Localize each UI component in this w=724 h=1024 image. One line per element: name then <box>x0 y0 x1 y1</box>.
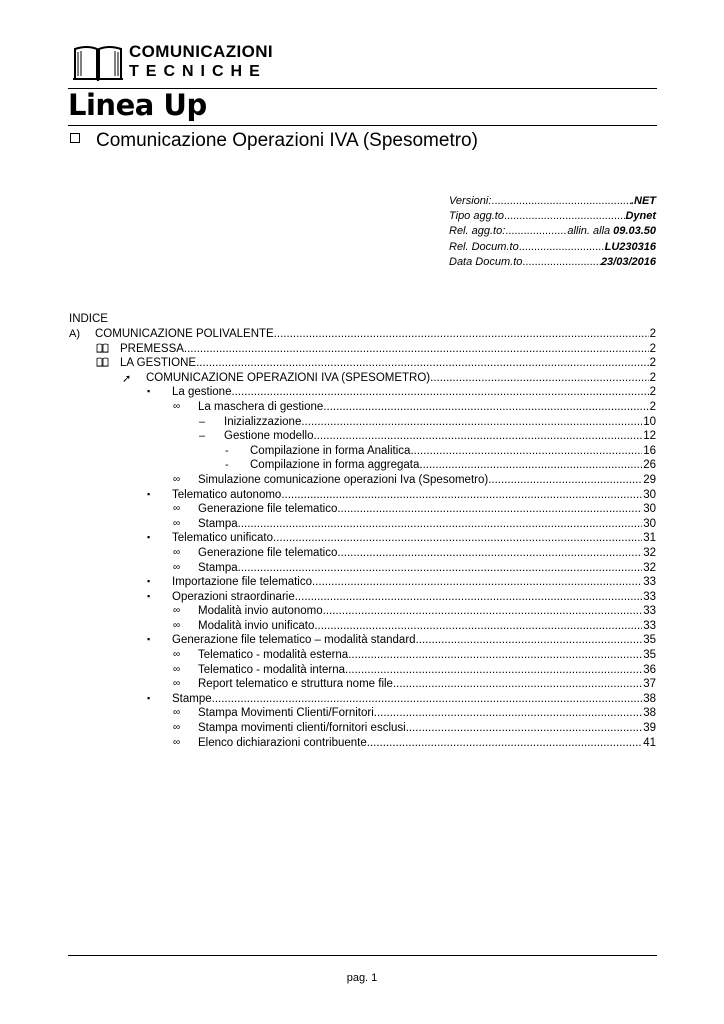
meta-row <box>449 225 656 240</box>
toc-page-number: 33 <box>643 619 656 632</box>
square-bullet-icon: ▪ <box>147 488 151 499</box>
document-title <box>70 130 478 152</box>
toc-page-number: 33 <box>643 605 656 618</box>
toc-entry-title: Stampa Movimenti Clienti/Fornitori <box>198 707 374 720</box>
toc-page-number: 37 <box>643 678 656 691</box>
toc-entry-title: PREMESSA <box>120 342 184 355</box>
leader-dots <box>273 532 642 544</box>
toc-entry-title: Elenco dichiarazioni contribuente <box>198 736 367 749</box>
meta-label: Versioni: <box>449 195 492 207</box>
toc-entry[interactable] <box>69 532 656 547</box>
leader-dots <box>312 576 642 588</box>
toc-entry-title: Compilazione in forma Analitica <box>250 444 411 457</box>
toc-page-number: 29 <box>643 473 656 486</box>
toc-entry-title: Modalità invio autonomo <box>198 605 323 618</box>
toc-entry[interactable] <box>69 357 656 372</box>
toc-page-number: 38 <box>643 707 656 720</box>
leader-dots <box>238 518 643 530</box>
infinity-bullet-icon: ∞ <box>173 546 181 558</box>
leader-dots <box>281 489 642 501</box>
meta-label: Tipo agg.to <box>449 210 504 223</box>
toc-entry[interactable] <box>69 430 656 445</box>
toc-entry[interactable] <box>69 386 656 401</box>
toc-entry[interactable] <box>69 707 656 722</box>
toc-entry[interactable] <box>69 401 656 416</box>
meta-value: .NET <box>630 195 656 207</box>
toc-entry-title: Stampa <box>198 517 238 530</box>
leader-dots <box>314 620 642 632</box>
toc-page-number: 30 <box>643 488 656 501</box>
toc-page-number: 2 <box>649 357 656 370</box>
leader-dots <box>238 562 643 574</box>
meta-label: Data Docum.to <box>449 255 523 268</box>
meta-value-prefix: allin. alla <box>567 225 611 238</box>
leader-dots <box>367 737 642 749</box>
version-info <box>449 195 656 271</box>
toc-entry[interactable] <box>69 445 656 460</box>
toc-entry-title: Telematico unificato <box>172 532 273 545</box>
toc-entry[interactable] <box>69 372 656 387</box>
toc-entry-title: Generazione file telematico <box>198 546 338 559</box>
open-book-logo-icon <box>73 43 123 81</box>
toc-page-number: 31 <box>643 532 656 545</box>
section-letter: A) <box>69 328 80 340</box>
book-icon <box>96 343 109 355</box>
leader-dots <box>337 547 642 559</box>
leader-dots <box>231 386 648 398</box>
meta-value: 23/03/2016 <box>600 255 656 268</box>
toc-entry-title: Telematico - modalità interna <box>198 663 346 676</box>
toc-page-number: 2 <box>649 328 656 340</box>
leader-dots <box>519 241 605 253</box>
leader-dots <box>212 693 643 705</box>
infinity-bullet-icon: ∞ <box>173 663 181 675</box>
square-bullet-icon: ▪ <box>147 634 151 645</box>
infinity-bullet-icon: ∞ <box>173 619 181 631</box>
toc-page-number: 36 <box>643 663 656 676</box>
infinity-bullet-icon: ∞ <box>173 605 181 617</box>
meta-value: LU230316 <box>604 240 656 253</box>
leader-dots <box>345 664 642 676</box>
arrow-bullet-icon: ➚ <box>122 372 132 385</box>
square-bullet-icon: ▪ <box>147 532 151 543</box>
toc-entry-title: COMUNICAZIONE OPERAZIONI IVA (SPESOMETRO) <box>146 371 431 384</box>
index-heading: INDICE <box>69 313 108 325</box>
toc-page-number: 12 <box>643 430 656 443</box>
toc-page-number: 41 <box>643 736 656 749</box>
square-bullet-icon: ▪ <box>147 692 151 703</box>
square-bullet-icon: ▪ <box>147 386 151 397</box>
leader-dots <box>337 503 642 515</box>
leader-dots <box>274 328 649 340</box>
infinity-bullet-icon: ∞ <box>173 400 181 412</box>
meta-row <box>449 256 656 271</box>
toc-entry[interactable] <box>69 737 656 752</box>
infinity-bullet-icon: ∞ <box>173 561 181 573</box>
toc-page-number: 10 <box>643 415 656 428</box>
toc-entry-title: Compilazione in forma aggregata <box>250 459 420 472</box>
header-rule-bottom <box>68 125 657 126</box>
toc-entry[interactable] <box>69 474 656 489</box>
toc-entry[interactable] <box>69 576 656 591</box>
company-logo <box>73 40 288 84</box>
toc-page-number: 26 <box>643 459 656 472</box>
meta-row <box>449 210 656 225</box>
toc-page-number: 38 <box>643 692 656 705</box>
toc-entry-title: Gestione modello <box>224 430 314 443</box>
toc-entry-title: LA GESTIONE <box>120 357 197 370</box>
leader-dots <box>374 707 642 719</box>
toc-entry-title: La gestione <box>172 386 232 399</box>
product-name: Linea Up <box>68 88 207 122</box>
leader-dots <box>410 445 642 457</box>
leader-dots <box>430 372 648 384</box>
toc-entry[interactable] <box>69 634 656 649</box>
meta-value: Dynet <box>625 210 656 223</box>
toc-entry-title: Simulazione comunicazione operazioni Iva (Spesometro) <box>198 473 489 486</box>
leader-dots <box>184 343 649 355</box>
toc-page-number: 35 <box>643 649 656 662</box>
toc-page-number: 2 <box>649 400 656 413</box>
page-number: pag. 1 <box>346 972 378 984</box>
leader-dots <box>323 401 648 413</box>
toc-entry-title: Stampa <box>198 561 238 574</box>
toc-entry[interactable] <box>69 518 656 533</box>
toc-entry[interactable] <box>69 678 656 693</box>
leader-dots <box>314 430 643 442</box>
leader-dots <box>522 256 601 268</box>
hyphen-bullet-icon: - <box>225 444 229 457</box>
toc-page-number: 33 <box>643 590 656 603</box>
leader-dots <box>301 416 642 428</box>
toc-page-number: 30 <box>643 517 656 530</box>
table-of-contents <box>69 328 656 751</box>
toc-entry-title: Telematico - modalità esterna <box>198 649 349 662</box>
leader-dots <box>505 225 567 237</box>
book-icon <box>96 357 109 369</box>
infinity-bullet-icon: ∞ <box>173 736 181 748</box>
toc-page-number: 2 <box>649 342 656 355</box>
toc-entry[interactable] <box>69 605 656 620</box>
toc-page-number: 39 <box>643 722 656 735</box>
toc-entry-title: Stampe <box>172 692 212 705</box>
toc-entry[interactable] <box>69 620 656 635</box>
meta-value: 09.03.50 <box>613 225 656 238</box>
toc-page-number: 33 <box>643 576 656 589</box>
leader-dots <box>416 634 643 646</box>
toc-page-number: 30 <box>643 503 656 516</box>
footer-rule <box>68 955 657 956</box>
toc-entry-title: Modalità invio unificato <box>198 619 315 632</box>
toc-entry[interactable] <box>69 343 656 358</box>
leader-dots <box>504 210 625 222</box>
hyphen-bullet-icon: - <box>225 459 229 472</box>
dash-bullet-icon: – <box>199 415 206 428</box>
infinity-bullet-icon: ∞ <box>173 517 181 529</box>
dash-bullet-icon: – <box>199 430 206 443</box>
leader-dots <box>406 722 642 734</box>
toc-entry[interactable] <box>69 664 656 679</box>
infinity-bullet-icon: ∞ <box>173 722 181 734</box>
toc-entry-title: Inizializzazione <box>224 415 302 428</box>
logo-text-line2: TECNICHE <box>129 63 267 80</box>
leader-dots <box>196 357 649 369</box>
infinity-bullet-icon: ∞ <box>173 473 181 485</box>
infinity-bullet-icon: ∞ <box>173 649 181 661</box>
logo-text-line1: COMUNICAZIONI <box>129 42 274 61</box>
toc-page-number: 2 <box>649 371 656 384</box>
toc-entry-title: Generazione file telematico <box>198 503 338 516</box>
toc-page-number: 35 <box>643 634 656 647</box>
toc-entry[interactable] <box>69 503 656 518</box>
toc-entry-title: Importazione file telematico <box>172 576 312 589</box>
toc-entry[interactable] <box>69 489 656 504</box>
toc-entry-title: La maschera di gestione <box>198 400 324 413</box>
checkbox-bullet-icon <box>70 133 80 143</box>
toc-page-number: 16 <box>643 444 656 457</box>
meta-label: Rel. agg.to: <box>449 225 506 238</box>
toc-entry[interactable] <box>69 459 656 474</box>
infinity-bullet-icon: ∞ <box>173 707 181 719</box>
toc-page-number: 32 <box>643 561 656 574</box>
toc-page-number: 32 <box>643 546 656 559</box>
square-bullet-icon: ▪ <box>147 576 151 587</box>
toc-entry-title: Report telematico e struttura nome file <box>198 678 393 691</box>
leader-dots <box>323 605 643 617</box>
toc-entry-title: Stampa movimenti clienti/fornitori esclusi <box>198 722 406 735</box>
leader-dots <box>393 678 642 690</box>
toc-entry[interactable] <box>69 693 656 708</box>
leader-dots <box>295 591 642 603</box>
toc-entry-title: Telematico autonomo <box>172 488 282 501</box>
meta-row <box>449 195 656 210</box>
toc-entry[interactable] <box>69 416 656 431</box>
toc-entry[interactable] <box>69 547 656 562</box>
leader-dots <box>348 649 642 661</box>
square-bullet-icon: ▪ <box>147 590 151 601</box>
meta-row <box>449 241 656 256</box>
toc-entry-title: Operazioni straordinarie <box>172 590 295 603</box>
toc-entry[interactable] <box>69 649 656 664</box>
toc-entry[interactable] <box>69 562 656 577</box>
infinity-bullet-icon: ∞ <box>173 678 181 690</box>
toc-entry[interactable] <box>69 328 656 343</box>
toc-entry[interactable] <box>69 591 656 606</box>
toc-entry[interactable] <box>69 722 656 737</box>
document-title-text: Comunicazione Operazioni IVA (Spesometro) <box>96 130 478 151</box>
leader-dots <box>488 474 642 486</box>
leader-dots <box>419 459 642 471</box>
toc-entry-title: COMUNICAZIONE POLIVALENTE <box>95 328 274 340</box>
leader-dots <box>491 195 631 207</box>
meta-label: Rel. Docum.to <box>449 240 519 253</box>
toc-entry-title: Generazione file telematico – modalità standard <box>172 634 416 647</box>
toc-page-number: 2 <box>649 386 656 399</box>
infinity-bullet-icon: ∞ <box>173 503 181 515</box>
